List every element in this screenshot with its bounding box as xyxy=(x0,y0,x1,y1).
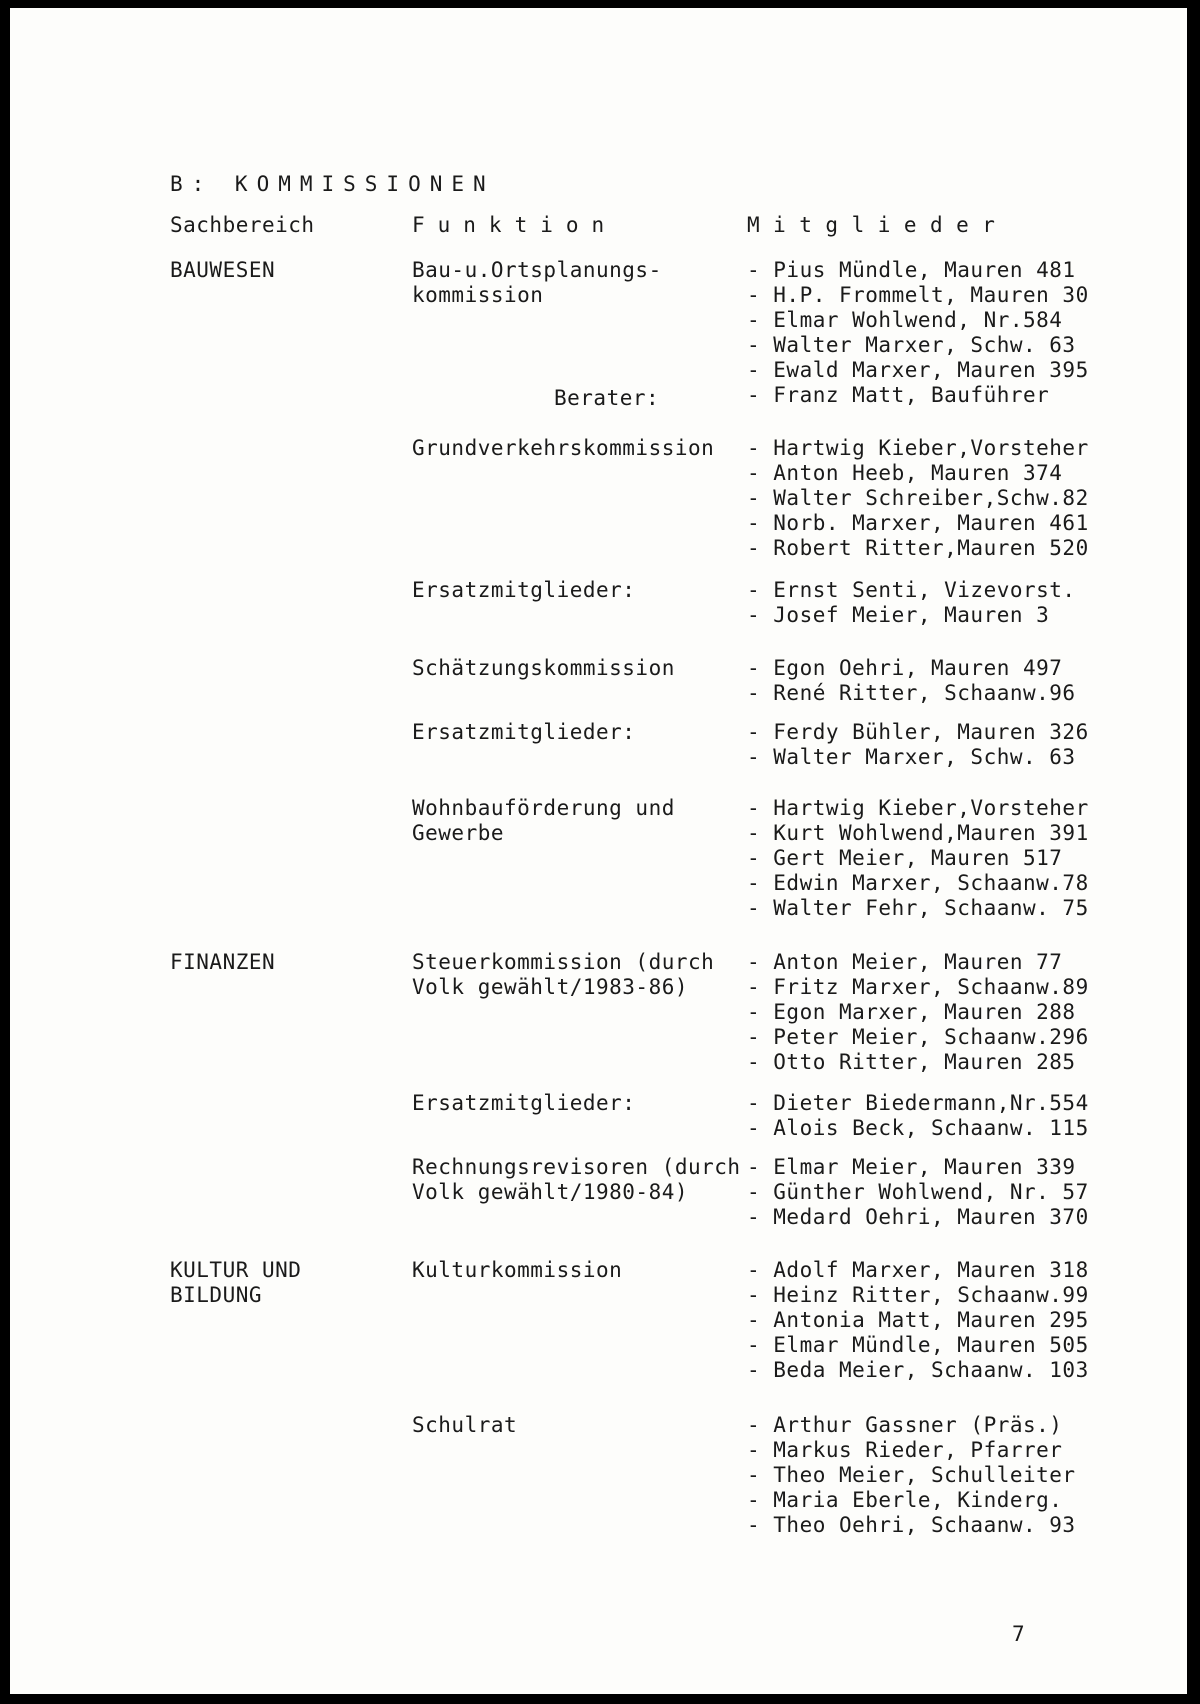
function-wohnbau-line2: Gewerbe xyxy=(412,821,505,845)
page-number: 7 xyxy=(1012,1622,1025,1646)
member-entry: - Medard Oehri, Mauren 370 xyxy=(747,1205,1089,1229)
column-header-sachbereich: Sachbereich xyxy=(170,213,315,237)
member-list-schulrat xyxy=(747,1413,1076,1538)
function-schulrat: Schulrat xyxy=(412,1413,518,1437)
member-entry: - Elmar Wohlwend, Nr.584 xyxy=(747,308,1063,332)
function-berater: Berater: xyxy=(554,386,660,410)
area-finanzen: FINANZEN xyxy=(170,950,276,974)
member-entry: - Egon Marxer, Mauren 288 xyxy=(747,1000,1076,1024)
member-list-kultur xyxy=(747,1258,1089,1383)
member-list-grundverkehr-ersatz xyxy=(747,578,1076,628)
member-entry: - Walter Fehr, Schaanw. 75 xyxy=(747,896,1089,920)
member-entry: - Markus Rieder, Pfarrer xyxy=(747,1438,1063,1462)
member-entry: - Walter Schreiber,Schw.82 xyxy=(747,486,1089,510)
function-ersatz-steuer: Ersatzmitglieder: xyxy=(412,1091,636,1115)
member-entry: - Edwin Marxer, Schaanw.78 xyxy=(747,871,1089,895)
function-steuer-line2: Volk gewählt/1983-86) xyxy=(412,975,689,999)
member-list-steuer xyxy=(747,950,1089,1075)
member-entry: - Günther Wohlwend, Nr. 57 xyxy=(747,1180,1089,1204)
area-kultur-line1: KULTUR UND xyxy=(170,1258,302,1282)
member-entry: - Norb. Marxer, Mauren 461 xyxy=(747,511,1089,535)
member-entry: - Theo Meier, Schulleiter xyxy=(747,1463,1076,1487)
member-entry: - Ernst Senti, Vizevorst. xyxy=(747,578,1076,602)
member-entry: - Anton Meier, Mauren 77 xyxy=(747,950,1063,974)
member-entry: - Beda Meier, Schaanw. 103 xyxy=(747,1358,1089,1382)
member-entry: - Pius Mündle, Mauren 481 xyxy=(747,258,1076,282)
member-entry: - Anton Heeb, Mauren 374 xyxy=(747,461,1063,485)
member-list-rechnung xyxy=(747,1155,1089,1230)
area-kultur-line2: BILDUNG xyxy=(170,1283,263,1307)
member-list-grundverkehr xyxy=(747,436,1089,561)
member-entry: - Heinz Ritter, Schaanw.99 xyxy=(747,1283,1089,1307)
function-wohnbau-line1: Wohnbauförderung und xyxy=(412,796,675,820)
member-list-wohnbau xyxy=(747,796,1089,921)
member-list-schaetzung xyxy=(747,656,1076,706)
member-entry: - Maria Eberle, Kinderg. xyxy=(747,1488,1063,1512)
member-entry: - Hartwig Kieber,Vorsteher xyxy=(747,436,1089,460)
function-bau-line2: kommission xyxy=(412,283,544,307)
member-entry: - Ewald Marxer, Mauren 395 xyxy=(747,358,1089,382)
member-entry: - Gert Meier, Mauren 517 xyxy=(747,846,1063,870)
document-page xyxy=(10,8,1187,1694)
member-entry: - H.P. Frommelt, Mauren 30 xyxy=(747,283,1089,307)
function-rechnung-line2: Volk gewählt/1980-84) xyxy=(412,1180,689,1204)
function-bau-line1: Bau-u.Ortsplanungs- xyxy=(412,258,662,282)
function-ersatz-schaetzung: Ersatzmitglieder: xyxy=(412,720,636,744)
member-entry: - Theo Oehri, Schaanw. 93 xyxy=(747,1513,1076,1537)
member-list-bau xyxy=(747,258,1089,408)
member-list-steuer-ersatz xyxy=(747,1091,1089,1141)
member-entry: - Josef Meier, Mauren 3 xyxy=(747,603,1050,627)
member-list-schaetzung-ersatz xyxy=(747,720,1089,770)
member-entry: - Otto Ritter, Mauren 285 xyxy=(747,1050,1076,1074)
member-entry: - Antonia Matt, Mauren 295 xyxy=(747,1308,1089,1332)
member-entry: - Walter Marxer, Schw. 63 xyxy=(747,745,1076,769)
section-heading: B: KOMMISSIONEN xyxy=(170,172,495,196)
member-entry: - Adolf Marxer, Mauren 318 xyxy=(747,1258,1089,1282)
member-entry: - Peter Meier, Schaanw.296 xyxy=(747,1025,1089,1049)
member-entry: - Franz Matt, Bauführer xyxy=(747,383,1050,407)
member-entry: - Arthur Gassner (Präs.) xyxy=(747,1413,1063,1437)
function-rechnung-line1: Rechnungsrevisoren (durch xyxy=(412,1155,741,1179)
member-entry: - Fritz Marxer, Schaanw.89 xyxy=(747,975,1089,999)
member-entry: - Elmar Mündle, Mauren 505 xyxy=(747,1333,1089,1357)
member-entry: - Ferdy Bühler, Mauren 326 xyxy=(747,720,1089,744)
area-bauwesen: BAUWESEN xyxy=(170,258,276,282)
function-ersatz-grundverkehr: Ersatzmitglieder: xyxy=(412,578,636,602)
member-entry: - Egon Oehri, Mauren 497 xyxy=(747,656,1063,680)
function-schaetzung: Schätzungskommission xyxy=(412,656,675,680)
member-entry: - Alois Beck, Schaanw. 115 xyxy=(747,1116,1089,1140)
function-kultur: Kulturkommission xyxy=(412,1258,623,1282)
function-grundverkehr: Grundverkehrskommission xyxy=(412,436,715,460)
member-entry: - Elmar Meier, Mauren 339 xyxy=(747,1155,1076,1179)
member-entry: - Kurt Wohlwend,Mauren 391 xyxy=(747,821,1089,845)
member-entry: - Robert Ritter,Mauren 520 xyxy=(747,536,1089,560)
member-entry: - Dieter Biedermann,Nr.554 xyxy=(747,1091,1089,1115)
member-entry: - Hartwig Kieber,Vorsteher xyxy=(747,796,1089,820)
column-header-funktion: Funktion xyxy=(412,213,618,237)
member-entry: - René Ritter, Schaanw.96 xyxy=(747,681,1076,705)
column-header-mitglieder: Mitglieder xyxy=(747,213,1009,237)
member-entry: - Walter Marxer, Schw. 63 xyxy=(747,333,1076,357)
function-steuer-line1: Steuerkommission (durch xyxy=(412,950,715,974)
